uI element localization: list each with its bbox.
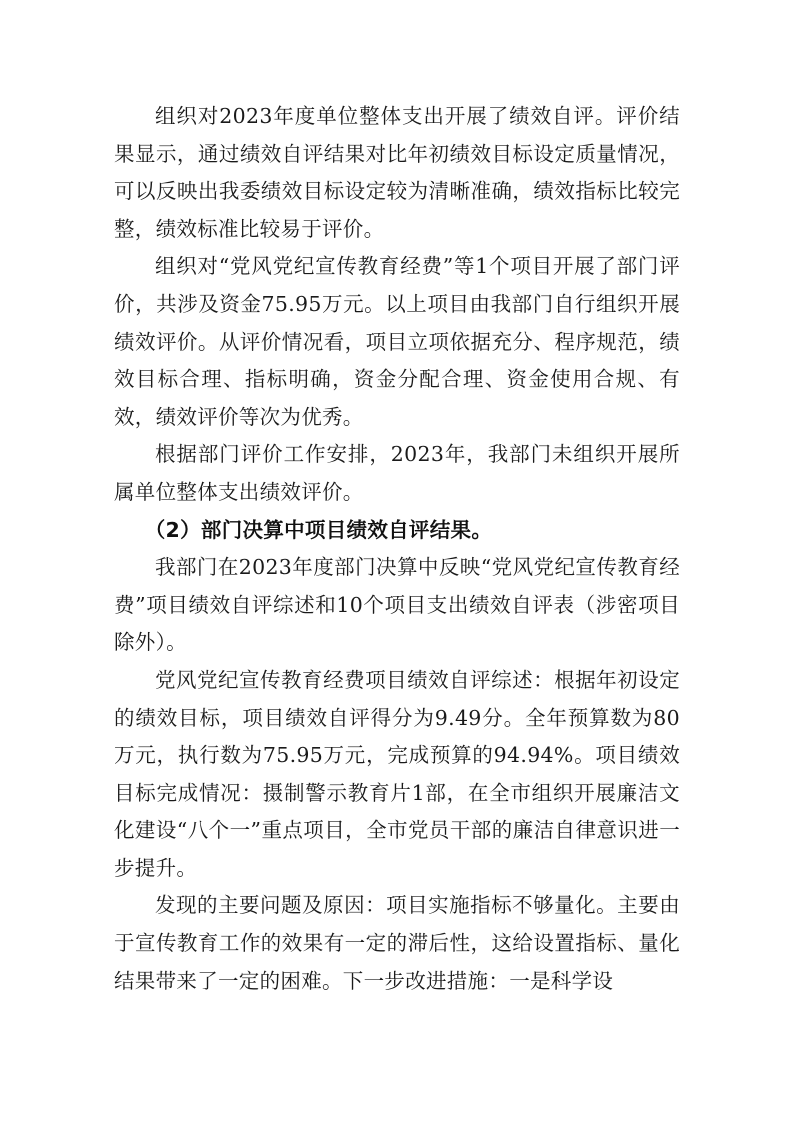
document-body [114, 98, 680, 1000]
paragraph-project-summary: 党风党纪宣传教育经费项目绩效自评综述：根据年初设定的绩效目标，项目绩效自评得分为9.49分。全年预算数为80万元，执行数为75.95万元，完成预算的94.94%。项目绩效目标完成情况：摄制警示教育片1部，在全市组织开展廉洁文化建设“八个一”重点项目，全市党员干部的廉洁自律意识进一步提升。 [114, 667, 680, 880]
paragraph-problems-and-measures: 发现的主要问题及原因：项目实施指标不够量化。主要由于宣传教育工作的效果有一定的滞后性，这给设置指标、量化结果带来了一定的困难。下一步改进措施：一是科学设 [114, 893, 680, 993]
paragraph-department-evaluation: 组织对“党风党纪宣传教育经费”等1个项目开展了部门评价，共涉及资金75.95万元。以上项目由我部门自行组织开展绩效评价。从评价情况看，项目立项依据充分、程序规范，绩效目标合理、指标明确，资金分配合理、资金使用合规、有效，绩效评价等次为优秀。 [114, 254, 680, 429]
paragraph-final-accounts: 我部门在2023年度部门决算中反映“党风党纪宣传教育经费”项目绩效自评综述和10个项目支出绩效自评表（涉密项目除外）。 [114, 555, 680, 655]
section-heading: （2）部门决算中项目绩效自评结果。 [144, 517, 493, 542]
paragraph-unit-self-evaluation: 组织对2023年度单位整体支出开展了绩效自评。评价结果显示，通过绩效自评结果对比年初绩效目标设定质量情况，可以反映出我委绩效目标设定较为清晰准确，绩效指标比较完整，绩效标准比较易于评价。 [114, 104, 680, 241]
paragraph-subordinate-units: 根据部门评价工作安排，2023年，我部门未组织开展所属单位整体支出绩效评价。 [114, 442, 680, 504]
